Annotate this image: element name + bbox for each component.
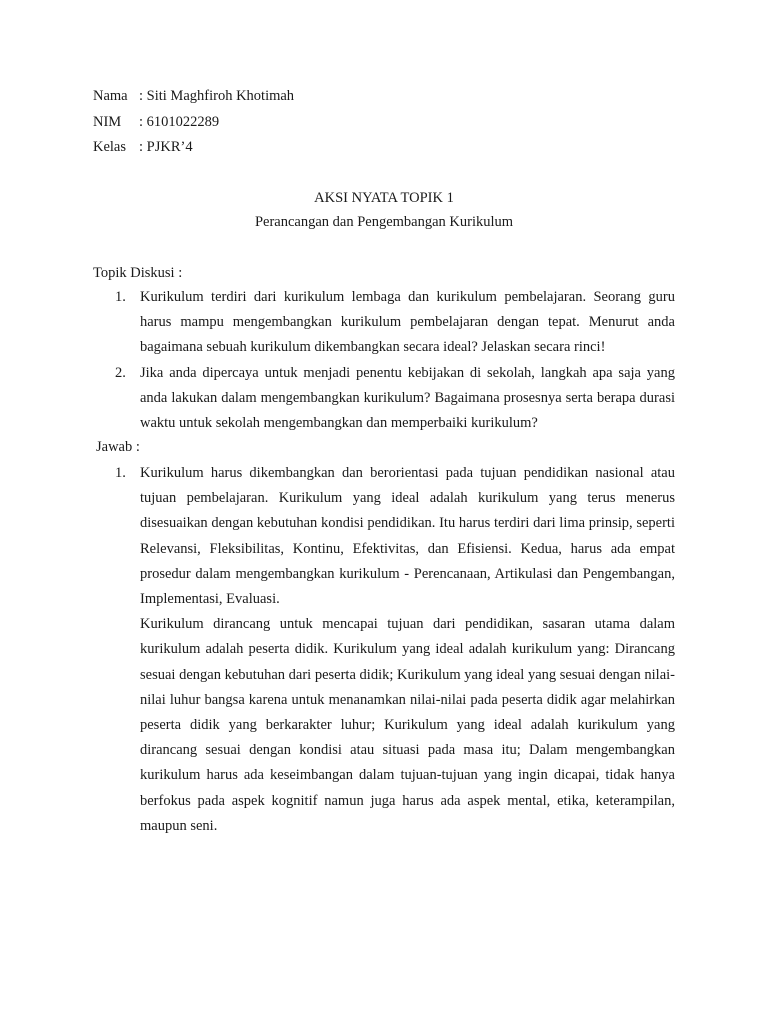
list-item-text: Kurikulum terdiri dari kurikulum lembaga dan kurikulum pembelajaran. Seorang guru harus mampu mengembangkan kurikulum pembelajaran dengan tepat. Menurut anda bagaimana sebuah kurikulum dikembangkan secara ideal? Jelaskan secara rinci!: [140, 289, 675, 356]
kelas-value: : PJKR’4: [139, 139, 193, 155]
nim-label: NIM: [93, 113, 122, 130]
nama-row: [93, 87, 294, 113]
document-title: AKSI NYATA TOPIK 1: [314, 190, 454, 206]
jawab-list: [115, 461, 675, 839]
title-block: [93, 189, 675, 237]
kelas-label: Kelas: [93, 139, 127, 155]
topik-diskusi-label: Topik Diskusi :: [93, 265, 183, 281]
nama-value: : Siti Maghfiroh Khotimah: [139, 88, 295, 104]
list-item: [115, 361, 675, 437]
kelas-row: [93, 138, 294, 164]
diskusi-list: [115, 285, 675, 436]
list-item-text: Jika anda dipercaya untuk menjadi penentu kebijakan di sekolah, langkah apa saja yang anda lakukan dalam mengembangkan kurikulum? Bagaimana prosesnya serta berapa durasi waktu untuk sekolah mengembangkan dan memperbaiki kurikulum?: [140, 364, 675, 432]
list-item-number: 1.: [115, 289, 126, 305]
list-item: [115, 285, 675, 361]
jawab-label: Jawab :: [96, 439, 140, 455]
nim-value: : 6101022289: [139, 113, 220, 130]
document-subtitle: Perancangan dan Pengembangan Kurikulum: [254, 214, 514, 230]
list-item-text: Kurikulum harus dikembangkan dan berorientasi pada tujuan pendidikan nasional atau tujuan pembelajaran. Kurikulum yang ideal adalah kurikulum yang terus menerus disesuaikan dengan kebutuhan kondisi pendidikan. Itu harus terdiri dari lima prinsip, seperti Relevansi, Fleksibilitas, Kontinu, Efektivitas, dan Efisiensi. Kedua, harus ada empat prosedur dalam mengembangkan kurikulum - Perencanaan, Artikulasi dan Pengembangan, Implementasi, Evaluasi.: [140, 465, 675, 608]
list-item-number: 1.: [115, 465, 126, 481]
nama-label: Nama: [93, 88, 128, 104]
list-item: [115, 461, 675, 612]
nim-row: [93, 113, 294, 139]
identity-block: [93, 87, 294, 164]
list-item-number: 2.: [115, 364, 126, 381]
answer-continuation-paragraph: Kurikulum dirancang untuk mencapai tujuan dari pendidikan, sasaran utama dalam kurikulum adalah peserta didik. Kurikulum yang ideal adalah kurikulum yang: Dirancang sesuai dengan kebutuhan dari peserta didik; Kurikulum yang ideal yang sesuai dengan nilai-nilai luhur bangsa karena untuk menanamkan nilai-nilai pada peserta didik agar melahirkan peserta didik yang berkarakter luhur; Kurikulum yang ideal adalah kurikulum yang dirancang sesuai dengan kondisi atau situasi pada masa itu; Dalam mengembangkan kurikulum harus ada keseimbangan dalam tujuan-tujuan yang ingin dicapai, tidak hanya berfokus pada aspek kognitif namun juga harus ada aspek mental, etika, keterampilan, maupun seni.: [140, 616, 675, 834]
